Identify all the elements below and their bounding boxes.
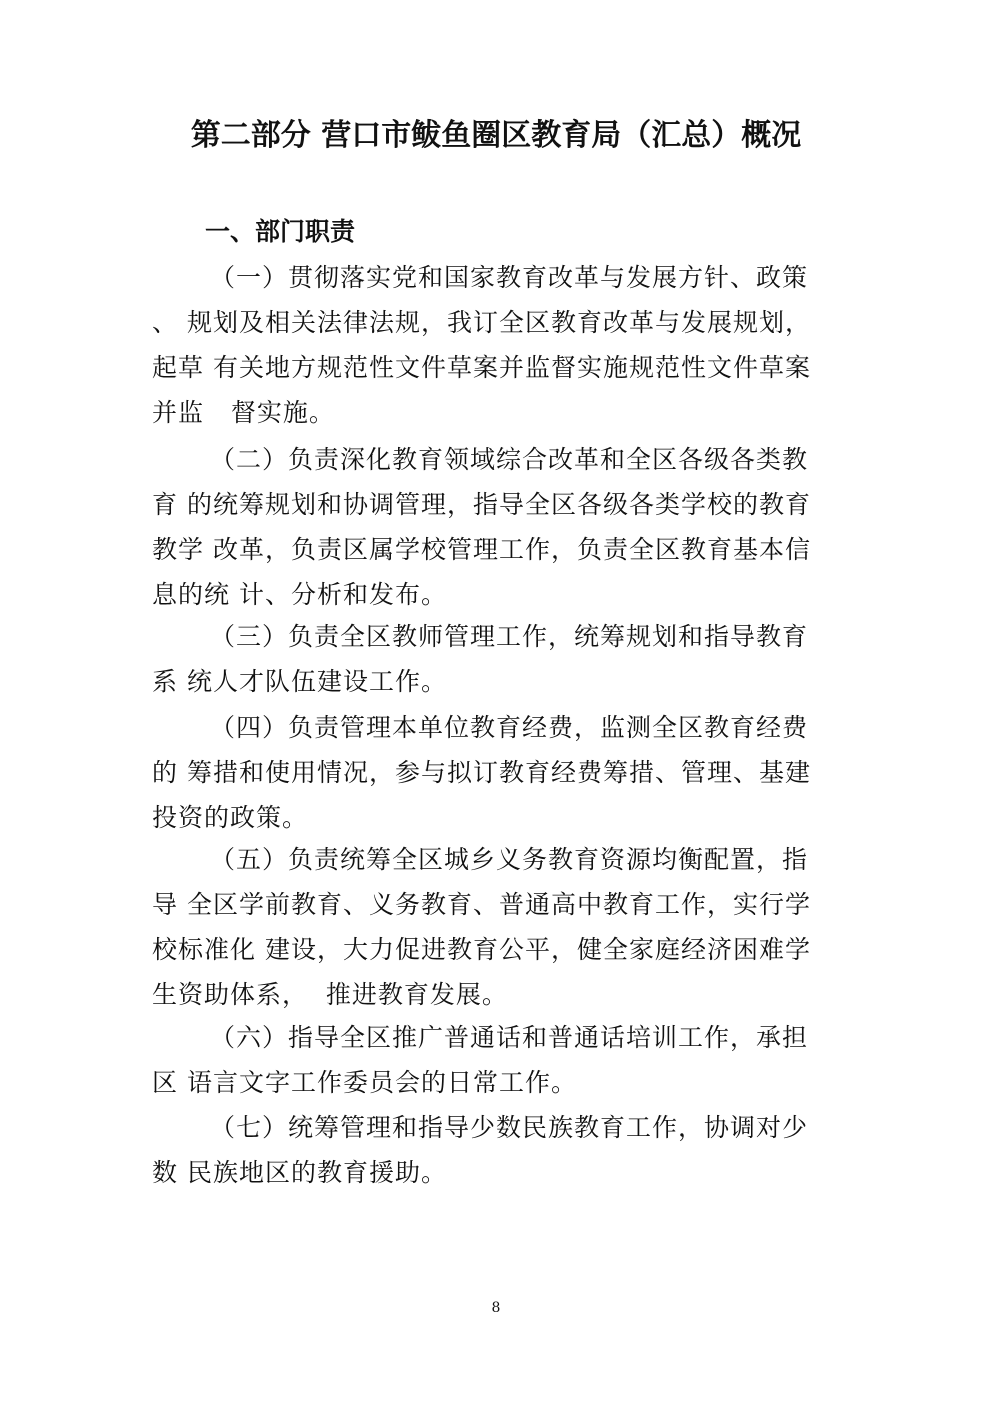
paragraph-line: 、 规划及相关法律法规，我订全区教育改革与发展规划， bbox=[152, 308, 811, 337]
paragraph-line: 区 语言文字工作委员会的日常工作。 bbox=[152, 1068, 577, 1097]
paragraph-3 bbox=[152, 614, 842, 704]
paragraph-line: （三）负责全区教师管理工作，统筹规划和指导教育 bbox=[210, 622, 809, 651]
page-title: 第二部分 营口市鲅鱼圈区教育局（汇总）概况 bbox=[190, 118, 802, 153]
paragraph-line: 起草 有关地方规范性文件草案并监督实施规范性文件草案 bbox=[152, 353, 811, 382]
paragraph-line: 的 筹措和使用情况，参与拟订教育经费筹措、管理、基建 bbox=[152, 758, 811, 787]
paragraph-line: （五）负责统筹全区城乡义务教育资源均衡配置，指 bbox=[210, 845, 809, 874]
paragraph-line: 系 统人才队伍建设工作。 bbox=[152, 667, 447, 696]
paragraph-line: （二）负责深化教育领域综合改革和全区各级各类教 bbox=[210, 445, 809, 474]
paragraph-line: 息的统 计、分析和发布。 bbox=[152, 580, 447, 609]
paragraph-line: （一）贯彻落实党和国家教育改革与发展方针、政策 bbox=[210, 263, 809, 292]
page-number: 8 bbox=[491, 1300, 501, 1316]
paragraph-6 bbox=[152, 1015, 842, 1105]
paragraph-1 bbox=[152, 255, 842, 435]
paragraph-7 bbox=[152, 1105, 842, 1195]
paragraph-line: 教学 改革，负责区属学校管理工作，负责全区教育基本信 bbox=[152, 535, 811, 564]
section-heading: 一、部门职责 bbox=[205, 217, 356, 246]
paragraph-line: 校标准化 建设，大力促进教育公平，健全家庭经济困难学 bbox=[152, 935, 811, 964]
paragraph-5 bbox=[152, 837, 842, 1017]
paragraph-line: （四）负责管理本单位教育经费，监测全区教育经费 bbox=[210, 713, 809, 742]
paragraph-line: 数 民族地区的教育援助。 bbox=[152, 1158, 447, 1187]
paragraph-line: 投资的政策。 bbox=[152, 803, 309, 832]
paragraph-2 bbox=[152, 437, 842, 617]
paragraph-line: 并监 督实施。 bbox=[152, 398, 335, 427]
paragraph-line: （六）指导全区推广普通话和普通话培训工作，承担 bbox=[210, 1023, 809, 1052]
paragraph-line: （七）统筹管理和指导少数民族教育工作，协调对少 bbox=[210, 1113, 809, 1142]
paragraph-line: 育 的统筹规划和协调管理，指导全区各级各类学校的教育 bbox=[152, 490, 811, 519]
paragraph-4 bbox=[152, 705, 842, 840]
paragraph-line: 导 全区学前教育、义务教育、普通高中教育工作，实行学 bbox=[152, 890, 811, 919]
paragraph-line: 生资助体系， 推进教育发展。 bbox=[152, 980, 508, 1009]
